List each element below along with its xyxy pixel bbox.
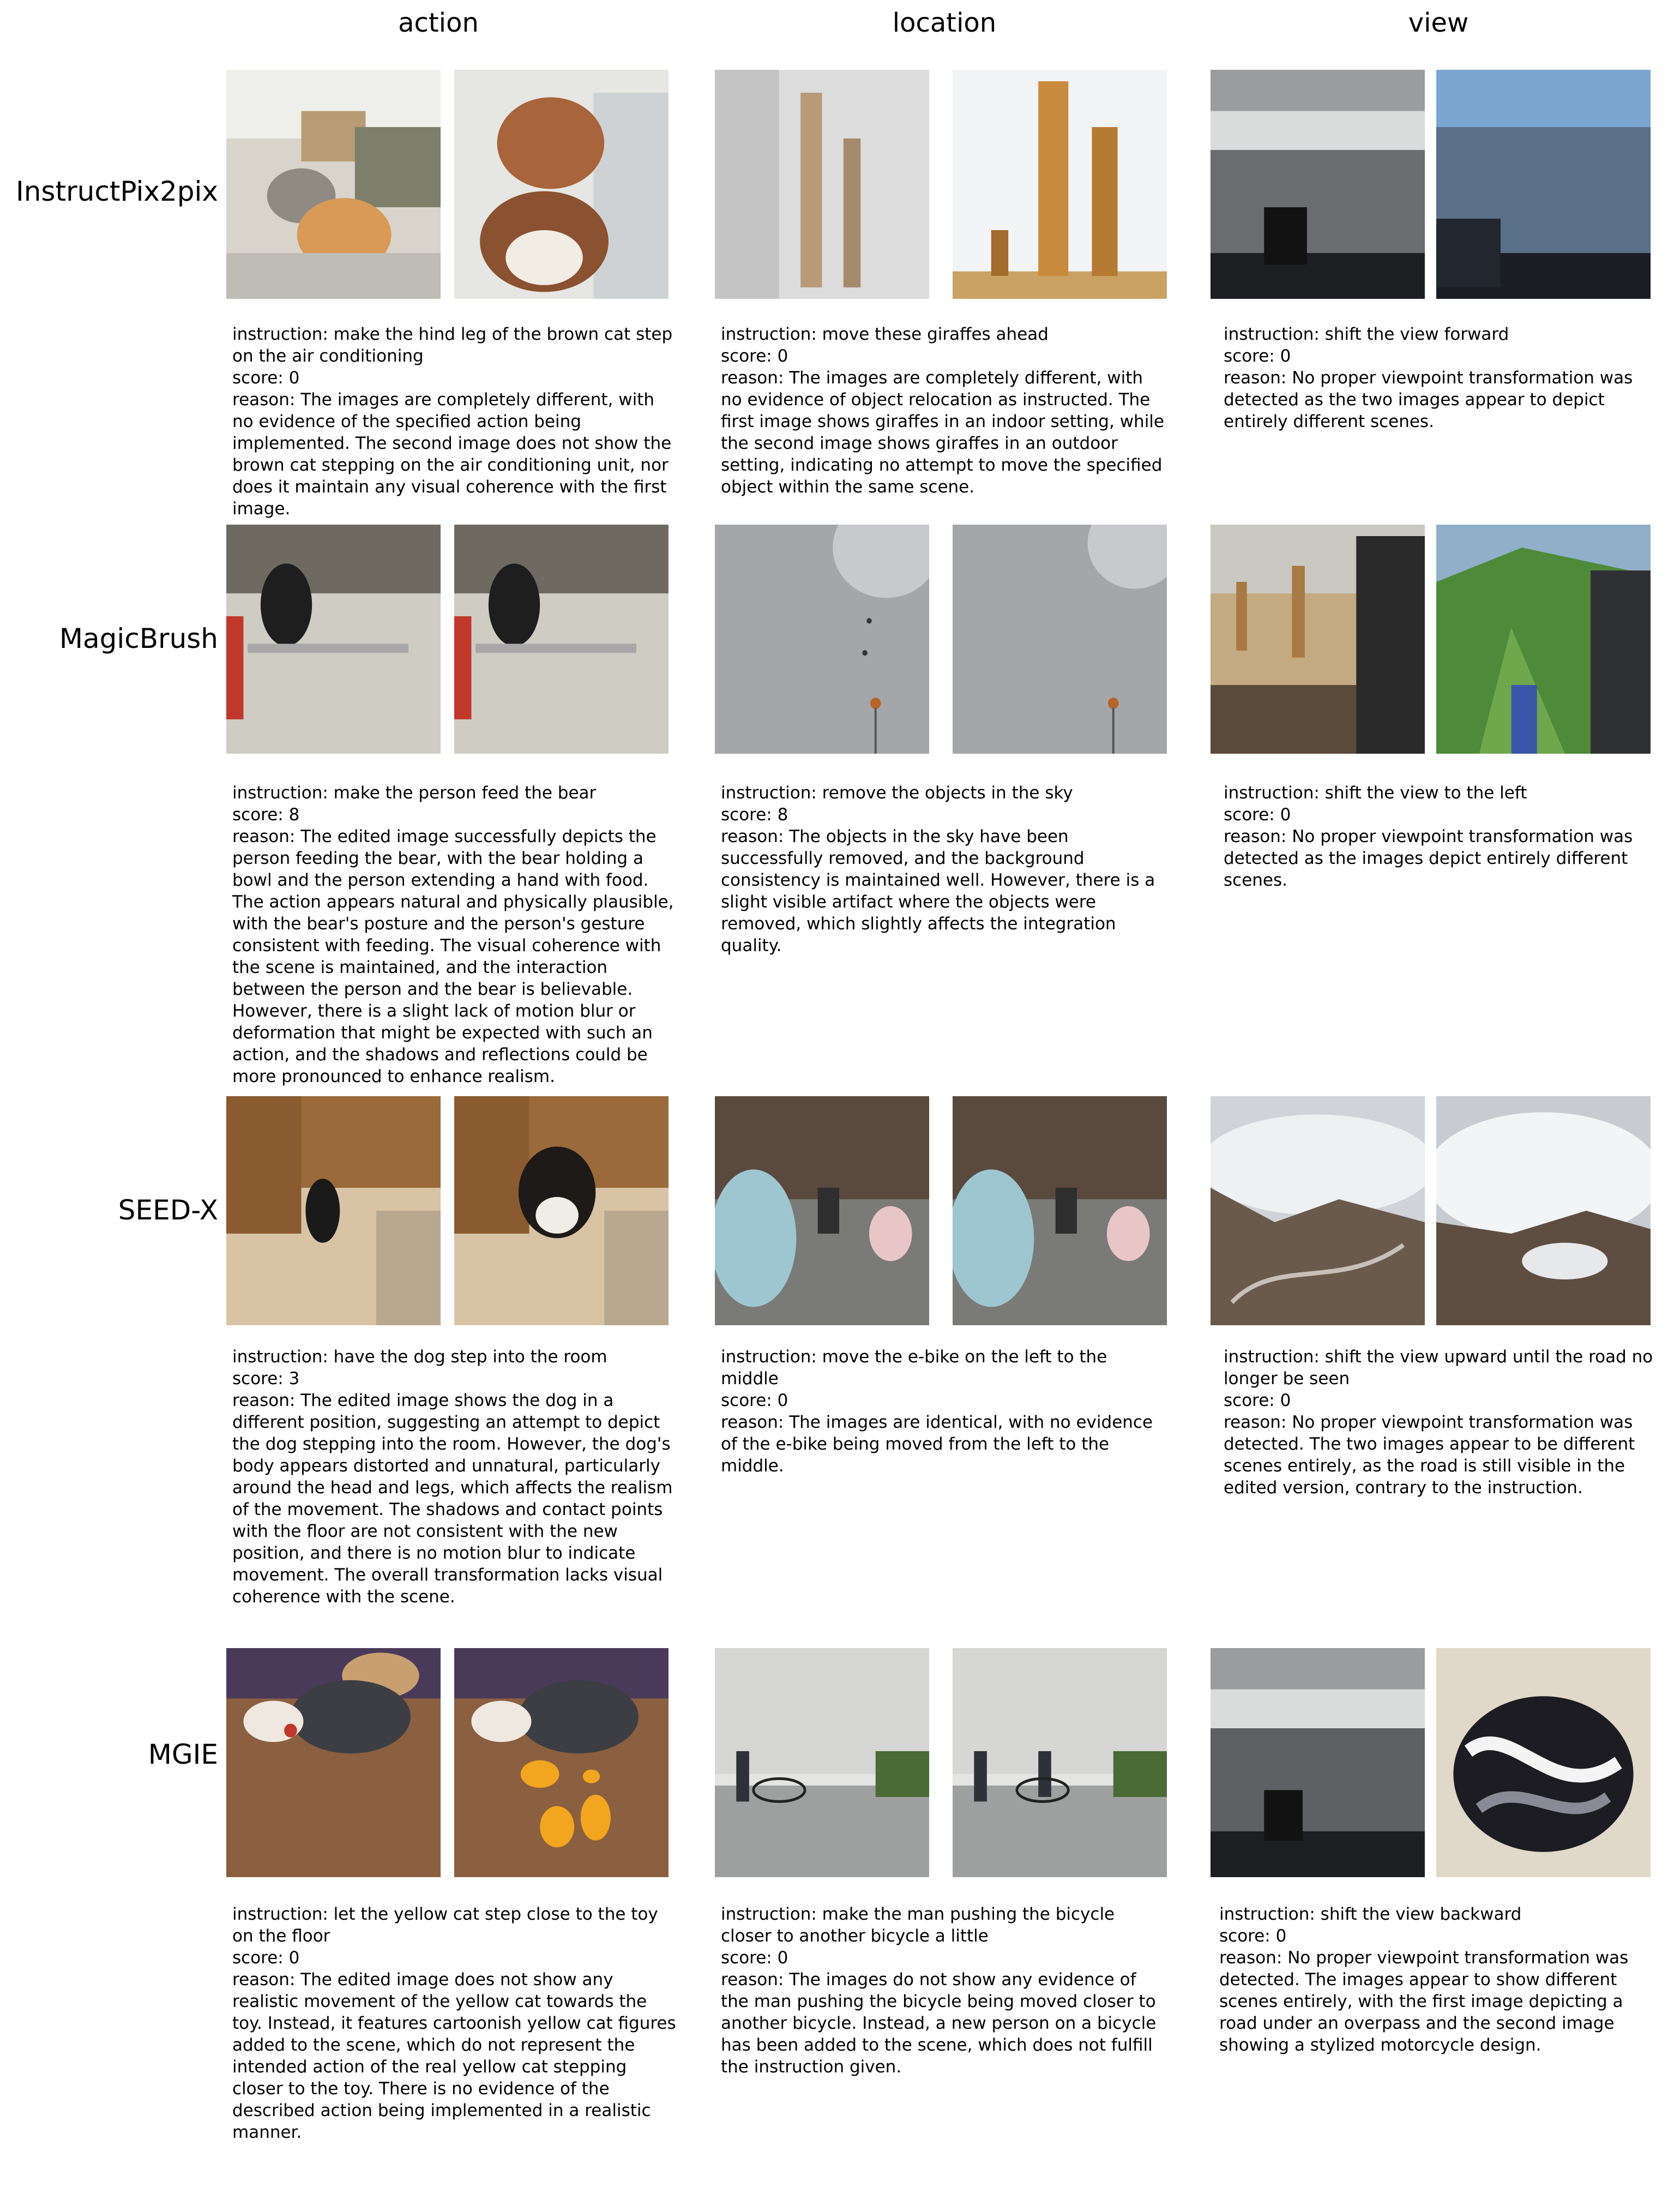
reason-text: reason: The edited image does not show any realistic movement of the yellow cat towards the toy. Instead, it features cartoonish yellow cat figures added to the scene, which do not represent the intended action of the real yellow cat stepping closer to the toy. There is no evidence of the described action being implemented in a realistic manner. [232, 1970, 676, 2142]
reason-text: reason: No proper viewpoint transformation was detected as the two images appear to depict entirely different scenes. [1224, 368, 1633, 431]
reason-text: reason: No proper viewpoint transformation was detected. The two images appear to be different scenes entirely, as the road is still visible in the edited version, contrary to the instruction. [1224, 1412, 1635, 1498]
image-mgie-view-edited [1436, 1648, 1651, 1877]
instruction-text: instruction: make the man pushing the bicycle closer to another bicycle a little [721, 1904, 1115, 1946]
score-text: score: 0 [721, 346, 788, 366]
image-ip2p-view-edited [1436, 70, 1651, 299]
image-ip2p-location-edited [953, 70, 1167, 299]
caption-seedx-location [721, 1346, 1168, 1477]
row-label-mgie: MGIE [148, 1739, 218, 1770]
row-label-instructpix2pix: InstructPix2pix [16, 176, 218, 207]
row-label-magicbrush: MagicBrush [59, 623, 218, 654]
image-mgie-location-source [715, 1648, 929, 1877]
score-text: score: 0 [1224, 1391, 1291, 1410]
image-mgie-action-edited [454, 1648, 669, 1877]
reason-text: reason: No proper viewpoint transformation was detected. The images appear to show different scenes entirely, with the first image depicting a road under an overpass and the second image showing a stylized motorcycle design. [1219, 1948, 1629, 2055]
score-text: score: 0 [1224, 805, 1291, 825]
score-text: score: 0 [232, 368, 300, 388]
caption-seedx-view [1224, 1346, 1671, 1499]
caption-ip2p-action [232, 323, 679, 520]
caption-mgie-action [232, 1903, 679, 2143]
image-seedx-view-source [1211, 1096, 1425, 1325]
caption-ip2p-location [721, 323, 1168, 498]
instruction-text: instruction: make the hind leg of the brown cat step on the air conditioning [232, 324, 673, 366]
image-magicbrush-view-source [1211, 525, 1425, 754]
reason-text: reason: The images are completely different, with no evidence of object relocation as instructed. The first image shows giraffes in an indoor setting, while the second image shows giraffes in an outdoor setting, indicating no attempt to move the specified object within the same scene. [721, 368, 1164, 497]
reason-text: reason: The objects in the sky have been successfully removed, and the background consistency is maintained well. However, there is a slight visible artifact where the objects were removed, which slightly affects the integration quality. [721, 827, 1155, 955]
image-ip2p-location-source [715, 70, 929, 299]
caption-magicbrush-action [232, 782, 679, 1087]
image-magicbrush-location-source [715, 525, 929, 754]
instruction-text: instruction: shift the view forward [1224, 324, 1509, 344]
column-header-action: action [398, 8, 479, 38]
score-text: score: 0 [232, 1948, 300, 1968]
column-header-view: view [1408, 8, 1469, 38]
image-mgie-view-source [1211, 1648, 1425, 1877]
caption-magicbrush-location [721, 782, 1168, 957]
instruction-text: instruction: have the dog step into the room [232, 1347, 607, 1367]
instruction-text: instruction: remove the objects in the sky [721, 783, 1073, 803]
reason-text: reason: The edited image successfully depicts the person feeding the bear, with the bear holding a bowl and the person extending a hand with food. The action appears natural and physically plausible, with the bear's posture and the person's gesture consistent with feeding. The visual coherence with the scene is maintained, and the interaction between the person and the bear is believable. However, there is a slight lack of motion blur or deformation that might be expected with such an action, and the shadows and reflections could be more pronounced to enhance realism. [232, 827, 674, 1086]
caption-ip2p-view [1224, 323, 1671, 432]
score-text: score: 8 [232, 805, 300, 825]
image-ip2p-action-source [226, 70, 441, 299]
reason-text: reason: The images do not show any evidence of the man pushing the bicycle being moved closer to another bicycle. Instead, a new person on a bicycle has been added to the scene, which does not fulfill the instruction given. [721, 1970, 1157, 2077]
image-seedx-action-edited [454, 1096, 669, 1325]
reason-text: reason: No proper viewpoint transformation was detected as the images depict entirely different scenes. [1224, 827, 1633, 890]
reason-text: reason: The images are completely different, with no evidence of the specified action being implemented. The second image does not show the brown cat stepping on the air conditioning unit, nor does it maintain any visual coherence with the first image. [232, 390, 672, 519]
column-header-location: location [892, 8, 997, 38]
score-text: score: 0 [1219, 1926, 1287, 1946]
image-seedx-location-source [715, 1096, 929, 1325]
score-text: score: 8 [721, 805, 788, 825]
image-seedx-action-source [226, 1096, 441, 1325]
image-mgie-action-source [226, 1648, 441, 1877]
caption-seedx-action [232, 1346, 679, 1608]
image-ip2p-view-source [1211, 70, 1425, 299]
instruction-text: instruction: move these giraffes ahead [721, 324, 1049, 344]
image-seedx-location-edited [953, 1096, 1167, 1325]
image-magicbrush-location-edited [953, 525, 1167, 754]
instruction-text: instruction: move the e-bike on the left to the middle [721, 1347, 1107, 1388]
score-text: score: 0 [1224, 346, 1291, 366]
reason-text: reason: The images are identical, with no evidence of the e-bike being moved from the left to the middle. [721, 1412, 1153, 1476]
caption-mgie-location [721, 1903, 1168, 2078]
caption-magicbrush-view [1224, 782, 1671, 891]
image-magicbrush-view-edited [1436, 525, 1651, 754]
instruction-text: instruction: let the yellow cat step close to the toy on the floor [232, 1904, 658, 1946]
image-mgie-location-edited [953, 1648, 1167, 1877]
score-text: score: 3 [232, 1369, 300, 1388]
image-magicbrush-action-source [226, 525, 441, 754]
caption-mgie-view [1219, 1903, 1666, 2056]
image-magicbrush-action-edited [454, 525, 669, 754]
reason-text: reason: The edited image shows the dog in a different position, suggesting an attempt to depict the dog stepping into the room. However, the dog's body appears distorted and unnatural, particularly around the head and legs, which affects the realism of the movement. The shadows and contact points with the floor are not consistent with the new position, and there is no motion blur to indicate movement. The overall transformation lacks visual coherence with the scene. [232, 1391, 673, 1607]
score-text: score: 0 [721, 1948, 788, 1968]
instruction-text: instruction: make the person feed the bear [232, 783, 597, 803]
instruction-text: instruction: shift the view upward until the road no longer be seen [1224, 1347, 1653, 1388]
instruction-text: instruction: shift the view to the left [1224, 783, 1527, 803]
instruction-text: instruction: shift the view backward [1219, 1904, 1522, 1924]
image-seedx-view-edited [1436, 1096, 1651, 1325]
row-label-seed-x: SEED-X [118, 1194, 218, 1226]
score-text: score: 0 [721, 1391, 788, 1410]
image-ip2p-action-edited [454, 70, 669, 299]
